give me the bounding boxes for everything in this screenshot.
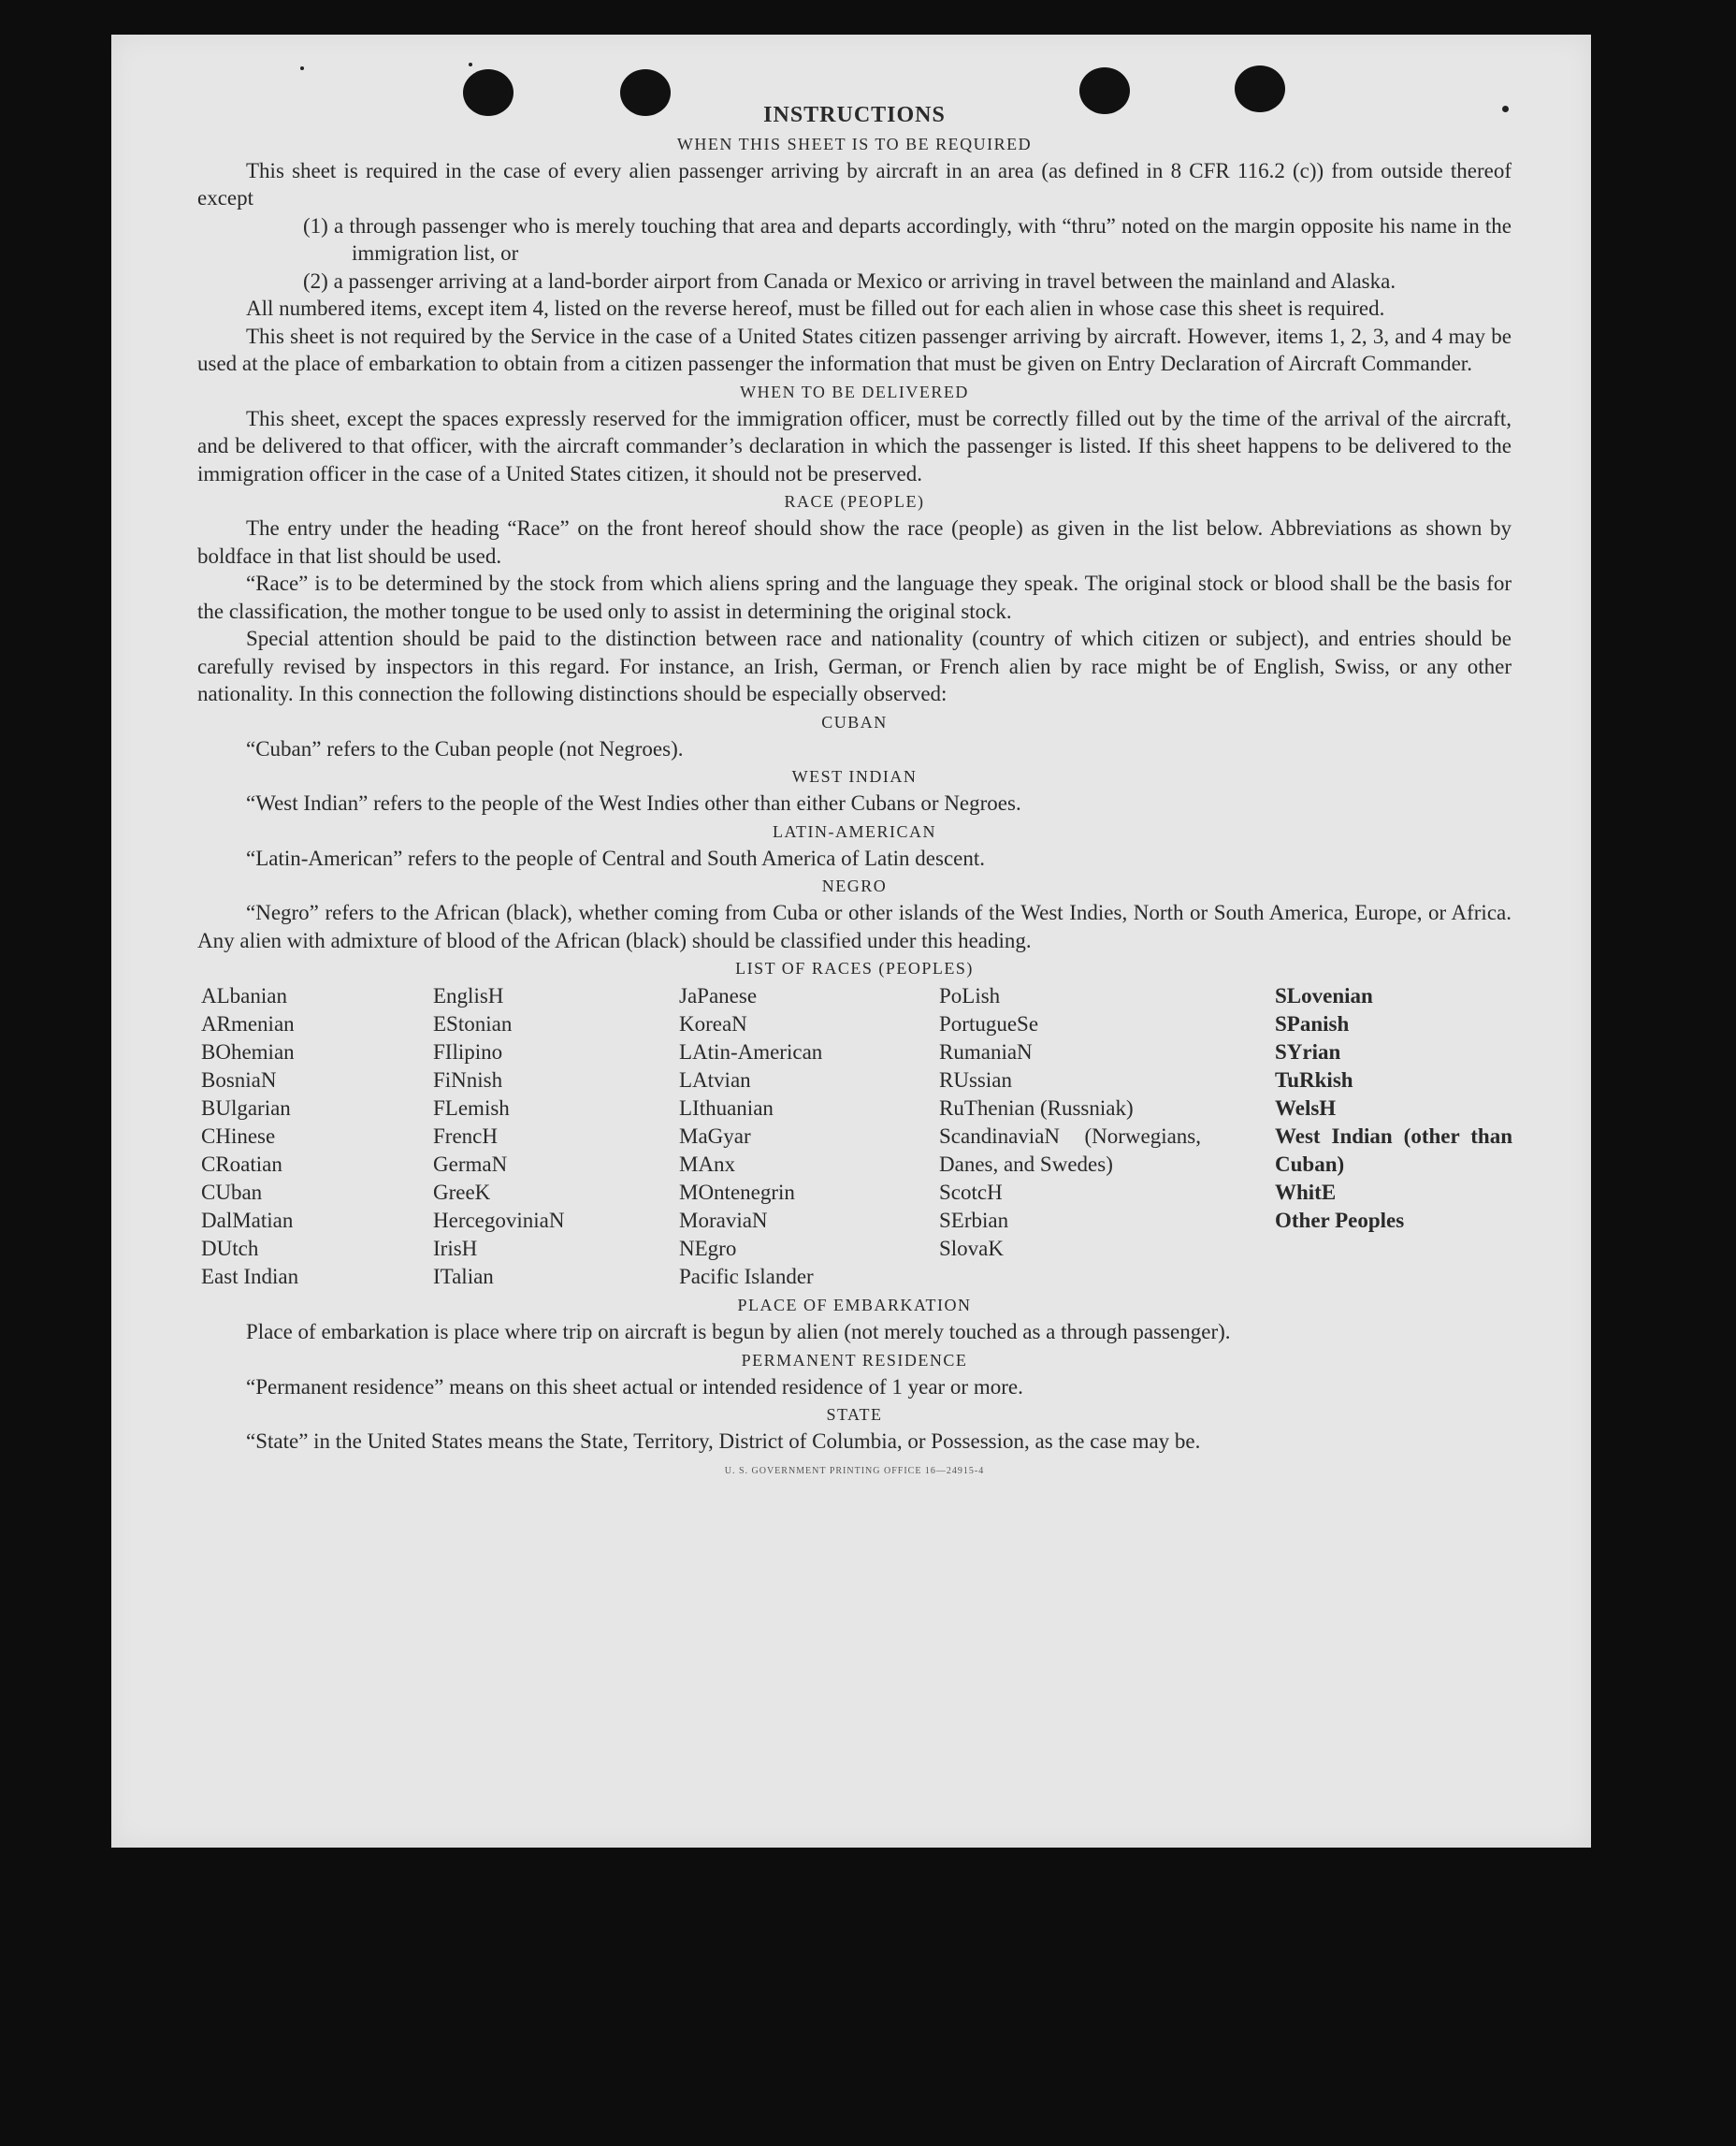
- paragraph-embarkation: Place of embarkation is place where trip on aircraft is begun by alien (not merely touched as a through passenger).: [246, 1320, 1231, 1343]
- list-item: JaPanese: [679, 984, 758, 1008]
- races-column-5: [1275, 982, 1512, 1235]
- list-item: GreeK: [433, 1181, 491, 1204]
- list-item: SLovenian: [1275, 984, 1373, 1008]
- list-item: SlovaK: [939, 1237, 1004, 1260]
- heading-when-delivered: WHEN TO BE DELIVERED: [740, 382, 969, 401]
- paragraph-required-2: All numbered items, except item 4, listed on the reverse hereof, must be filled out for each alien in whose case this sheet is required.: [246, 297, 1385, 320]
- list-item: MoraviaN: [679, 1209, 768, 1232]
- heading-cuban: CUBAN: [821, 712, 888, 732]
- list-item: SYrian: [1275, 1040, 1341, 1064]
- list-item: DalMatian: [201, 1209, 294, 1232]
- speck-2: [300, 66, 304, 70]
- heading-list-of-races: LIST OF RACES (PEOPLES): [735, 959, 974, 978]
- list-item: MaGyar: [679, 1124, 751, 1148]
- list-item: TuRkish: [1275, 1068, 1353, 1092]
- list-item: RuThenian (Russniak): [939, 1096, 1134, 1120]
- list-item: West Indian (other than Cuban): [1275, 1124, 1512, 1176]
- heading-west-indian: WEST INDIAN: [791, 767, 918, 786]
- list-item: BUlgarian: [201, 1096, 291, 1120]
- paragraph-residence: “Permanent residence” means on this sheet actual or intended residence of 1 year or more.: [246, 1374, 1023, 1399]
- heading-latin-american: LATIN-AMERICAN: [773, 821, 936, 841]
- races-column-2: [433, 982, 565, 1291]
- list-item: PoLish: [939, 984, 1001, 1008]
- page-title: INSTRUCTIONS: [763, 103, 946, 127]
- printing-office-footer: U. S. GOVERNMENT PRINTING OFFICE 16—24915-4: [724, 1465, 985, 1476]
- list-item: GermaN: [433, 1153, 508, 1176]
- list-item: EnglisH: [433, 984, 504, 1008]
- paragraph-race-3: Special attention should be paid to the distinction between race and nationality (country of which citizen or subject), and entries should be carefully revised by inspectors in this regard. For instance, an Irish, German, or French alien by race might be of English, Swiss, or any other nationality. In this connection the following distinctions should be especially observed:: [197, 627, 1512, 705]
- list-item-exception-1: (1) a through passenger who is merely touching that area and departs accordingly, with “thru” noted on the margin opposite his name in the immigration list, or: [303, 213, 1512, 265]
- list-item: KoreaN: [679, 1012, 747, 1036]
- paragraph-required-3: This sheet is not required by the Service in the case of a United States citizen passenger arriving by aircraft. However, items 1, 2, 3, and 4 may be used at the place of embarkation to obtain from a citizen passenger the information that must be given on Entry Declaration of Aircraft Commander.: [197, 324, 1512, 375]
- heading-place-of-embarkation: PLACE OF EMBARKATION: [737, 1296, 972, 1314]
- list-item: ALbanian: [201, 984, 287, 1008]
- list-item: CRoatian: [201, 1153, 282, 1176]
- list-item: NEgro: [679, 1237, 737, 1260]
- list-item: East Indian: [201, 1265, 299, 1288]
- list-item: LAtin-American: [679, 1040, 823, 1064]
- list-item: BOhemian: [201, 1040, 295, 1064]
- instructions-content: [197, 102, 1512, 1478]
- list-item: RUssian: [939, 1068, 1012, 1092]
- list-item: ARmenian: [201, 1012, 295, 1036]
- races-column-1: [201, 982, 298, 1291]
- paragraph-negro: “Negro” refers to the African (black), whether coming from Cuba or other islands of the West Indies, North or South America, Europe, or Africa. Any alien with admixture of blood of the African (black) should be classified under this heading.: [197, 901, 1512, 952]
- heading-race: RACE (PEOPLE): [784, 492, 925, 511]
- document-sheet: [111, 35, 1591, 1848]
- list-item: FIlipino: [433, 1040, 503, 1064]
- list-item: BosniaN: [201, 1068, 277, 1092]
- list-item: RumaniaN: [939, 1040, 1033, 1064]
- list-item: LAtvian: [679, 1068, 751, 1092]
- races-column-4: [939, 982, 1201, 1263]
- speck-3: [469, 63, 472, 66]
- paragraph-west-indian: “West Indian” refers to the people of the West Indies other than either Cubans or Negroes.: [246, 791, 1021, 815]
- list-item-exception-2: (2) a passenger arriving at a land-border airport from Canada or Mexico or arriving in travel between the mainland and Alaska.: [303, 268, 1396, 293]
- heading-negro: NEGRO: [821, 877, 888, 895]
- list-item: ITalian: [433, 1265, 494, 1288]
- list-item: FiNnish: [433, 1068, 503, 1092]
- paragraph-race-2: “Race” is to be determined by the stock from which aliens spring and the language they speak. The original stock or blood shall be the basis for the classification, the mother tongue to be used only to assist in determining the original stock.: [197, 572, 1512, 623]
- paragraph-race-1: The entry under the heading “Race” on the front hereof should show the race (people) as given in the list below. Abbreviations as shown by boldface in that list should be used.: [197, 516, 1512, 568]
- list-item: ScotcH: [939, 1181, 1003, 1204]
- list-item: IrisH: [433, 1237, 478, 1260]
- paragraph-required-1: This sheet is required in the case of every alien passenger arriving by aircraft in an area (as defined in 8 CFR 116.2 (c)) from outside thereof except: [197, 158, 1512, 210]
- list-item: SPanish: [1275, 1012, 1350, 1036]
- list-item: EStonian: [433, 1012, 513, 1036]
- paragraph-latin-american: “Latin-American” refers to the people of Central and South America of Latin descent.: [246, 846, 985, 870]
- heading-when-required: WHEN THIS SHEET IS TO BE REQUIRED: [676, 134, 1033, 153]
- list-item: LIthuanian: [679, 1096, 774, 1120]
- paragraph-cuban: “Cuban” refers to the Cuban people (not Negroes).: [246, 736, 684, 761]
- list-item: FrencH: [433, 1124, 498, 1148]
- list-item: MAnx: [679, 1153, 736, 1176]
- list-item: WelsH: [1275, 1096, 1337, 1120]
- list-item: CUban: [201, 1181, 263, 1204]
- list-item: ScandinaviaN (Norwegians, Danes, and Swedes): [939, 1124, 1201, 1176]
- heading-permanent-residence: PERMANENT RESIDENCE: [741, 1350, 968, 1370]
- list-item: MOntenegrin: [679, 1181, 795, 1204]
- list-item: PortugueSe: [939, 1012, 1039, 1036]
- races-column-3: [679, 982, 822, 1291]
- list-item: Other Peoples: [1275, 1209, 1405, 1232]
- list-item: WhitE: [1275, 1181, 1337, 1204]
- heading-state: STATE: [826, 1405, 883, 1424]
- list-item: HercegoviniaN: [433, 1209, 565, 1232]
- paragraph-state: “State” in the United States means the State, Territory, District of Columbia, or Possession, as the case may be.: [246, 1429, 1201, 1453]
- list-item: Pacific Islander: [679, 1265, 814, 1288]
- list-item: SErbian: [939, 1209, 1009, 1232]
- list-item: CHinese: [201, 1124, 276, 1148]
- paragraph-delivered: This sheet, except the spaces expressly reserved for the immigration officer, must be correctly filled out by the time of the arrival of the aircraft, and be delivered to that officer, with the aircraft commander’s declaration in which the passenger is listed. If this sheet happens to be delivered to the immigration officer in the case of a United States citizen, it should not be preserved.: [197, 406, 1512, 486]
- list-item: DUtch: [201, 1237, 259, 1260]
- races-list: [197, 982, 1512, 1291]
- list-item: FLemish: [433, 1096, 510, 1120]
